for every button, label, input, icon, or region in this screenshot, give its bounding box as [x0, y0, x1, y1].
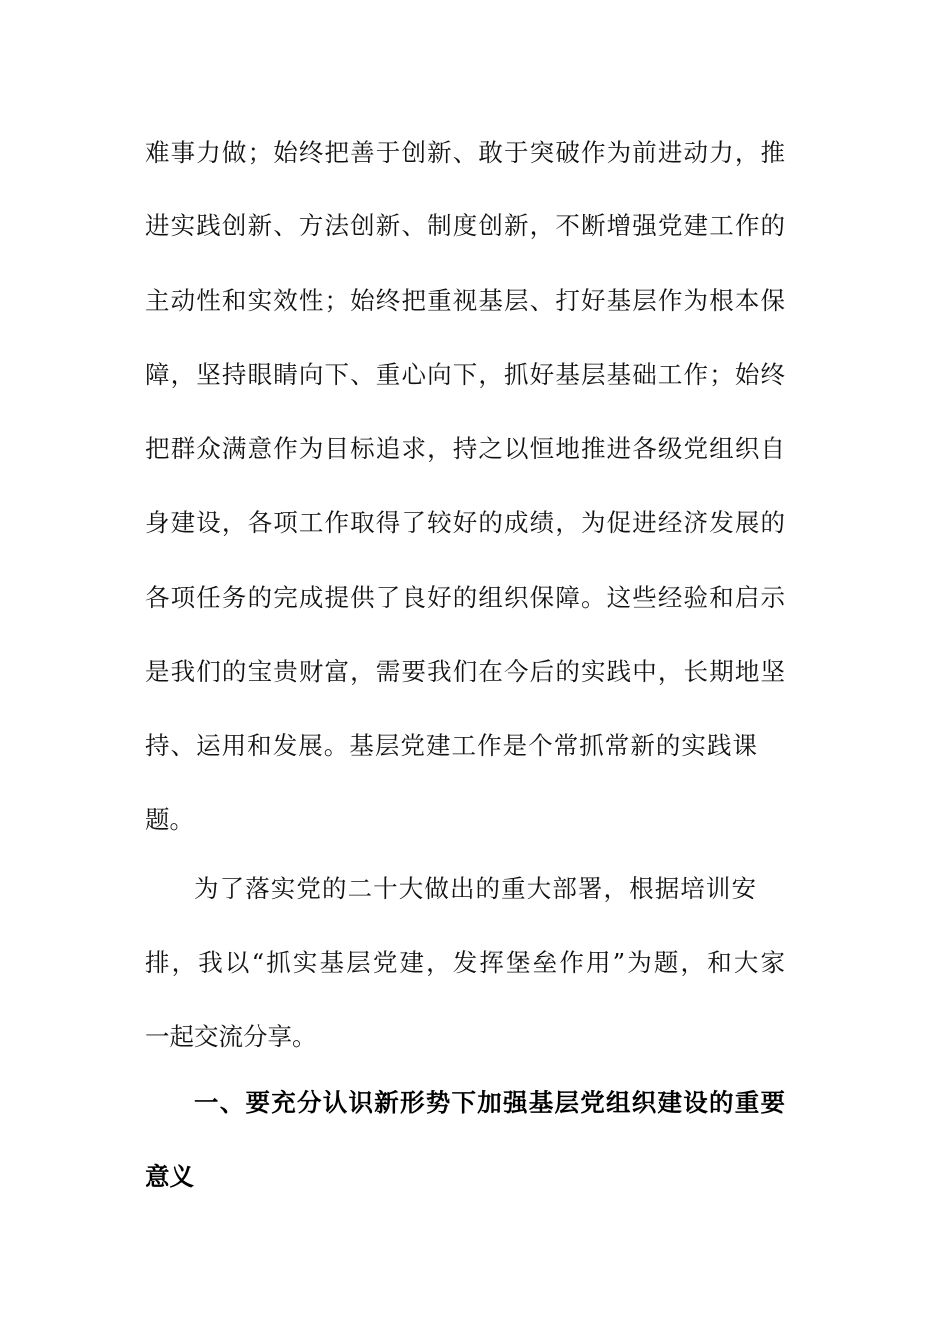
paragraph-line: 各项任务的完成提供了良好的组织保障。这些经验和启示: [145, 583, 785, 612]
paragraph-line: 一起交流分享。: [145, 1022, 317, 1051]
paragraph-line: 是我们的宝贵财富，需要我们在今后的实践中，长期地坚: [145, 657, 785, 686]
section-heading: 一、要充分认识新形势下加强基层党组织建设的重要: [194, 1088, 785, 1117]
paragraph-line: 为了落实党的二十大做出的重大部署，根据培训安: [194, 874, 756, 903]
paragraph-line: 题。: [145, 805, 194, 834]
paragraph-line: 难事力做；始终把善于创新、敢于突破作为前进动力，推: [145, 138, 785, 167]
paragraph-line: 障，坚持眼睛向下、重心向下，抓好基层基础工作；始终: [145, 360, 785, 389]
paragraph-line: 身建设，各项工作取得了较好的成绩，为促进经济发展的: [145, 508, 785, 537]
section-heading: 意义: [145, 1162, 194, 1191]
paragraph-line: 持、运用和发展。基层党建工作是个常抓常新的实践课: [145, 731, 757, 760]
paragraph-line: 主动性和实效性；始终把重视基层、打好基层作为根本保: [145, 286, 785, 315]
paragraph-line: 进实践创新、方法创新、制度创新，不断增强党建工作的: [145, 211, 785, 240]
paragraph-line: 把群众满意作为目标追求，持之以恒地推进各级党组织自: [145, 434, 785, 463]
paragraph-line: 排，我以“抓实基层党建，发挥堡垒作用”为题，和大家: [145, 948, 785, 977]
